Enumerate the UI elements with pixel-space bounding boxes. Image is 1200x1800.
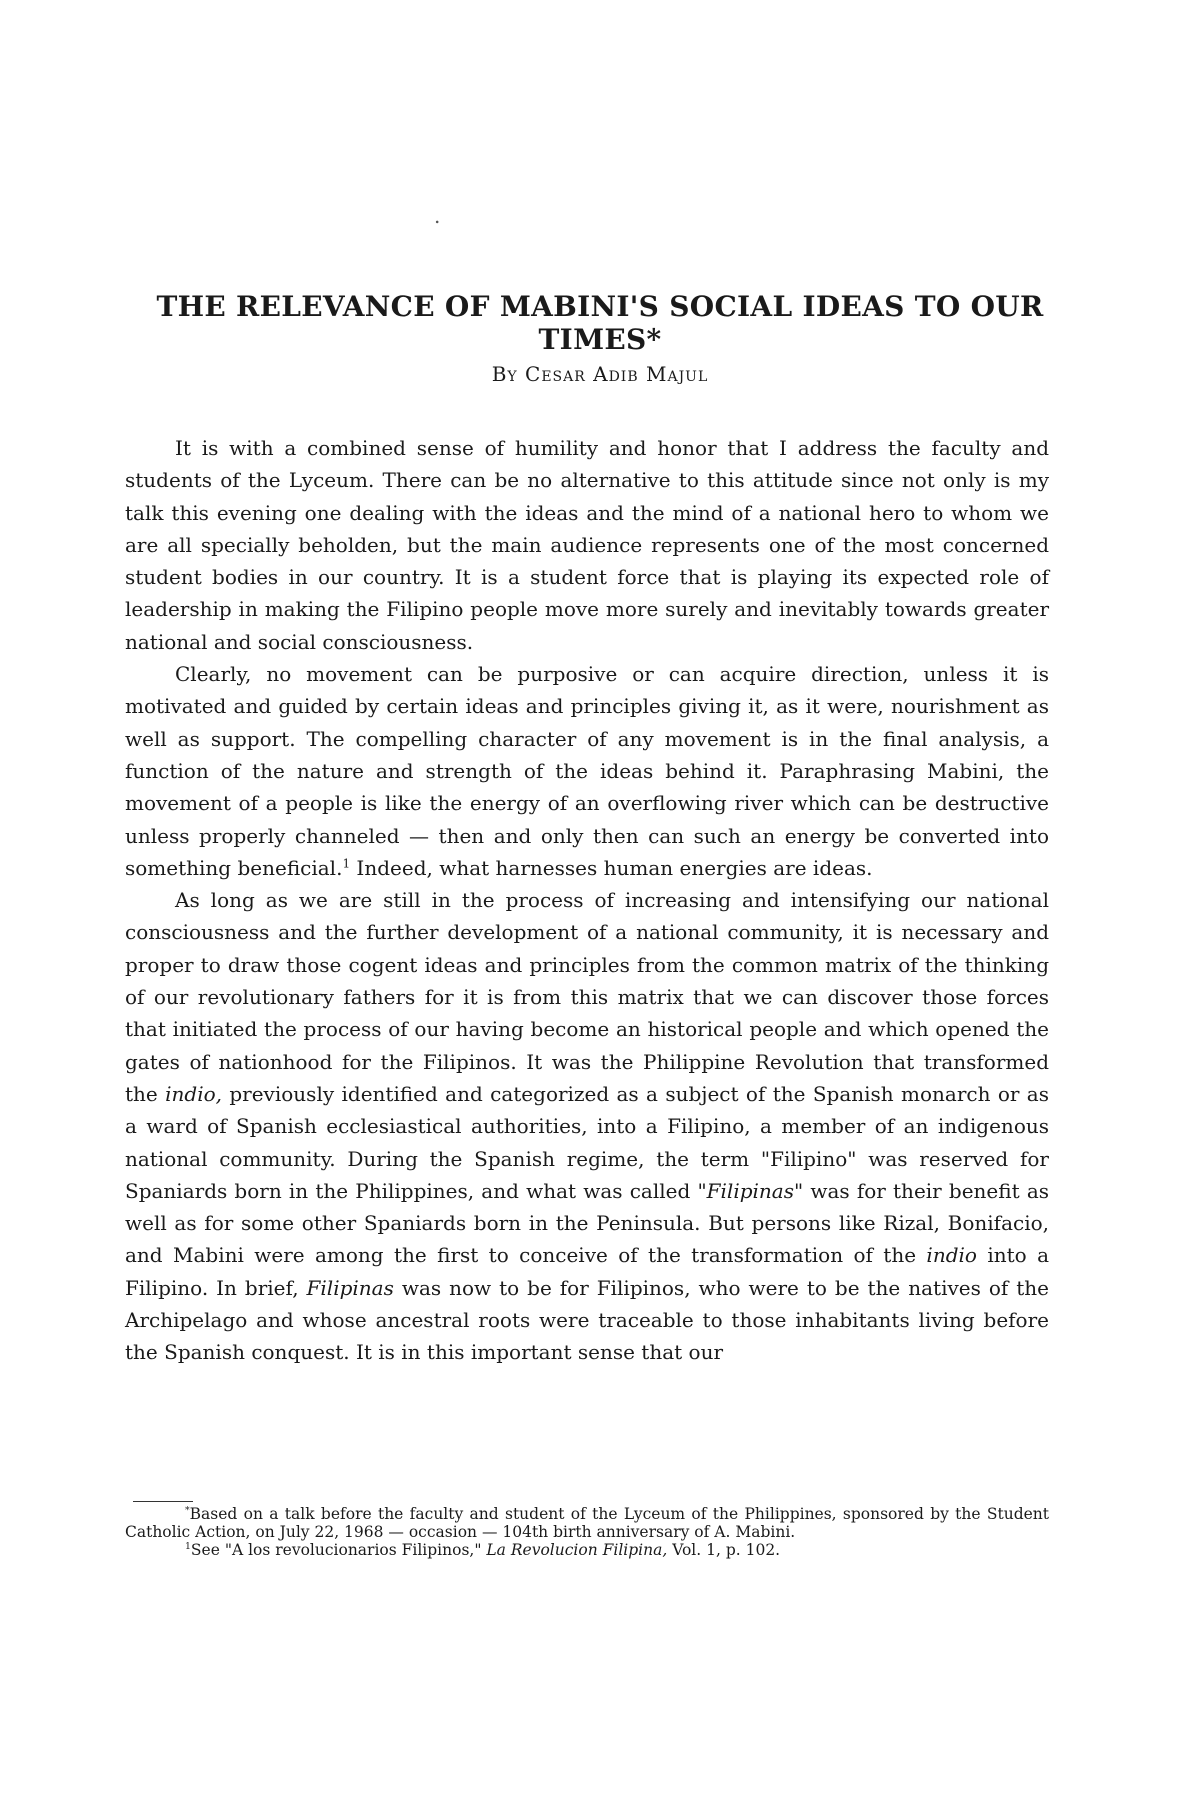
footnote-star-marker: * bbox=[185, 1504, 190, 1516]
footnote-star-text: Based on a talk before the faculty and student of the Lyceum of the Philippines, sponsored by the Student Catholic Action, on July 22, 1968 — occasion — 104th birth anniversary of A. Mabini. bbox=[125, 1505, 1049, 1541]
footnotes bbox=[125, 1505, 1049, 1559]
paragraph-3-emphasis-1: indio, bbox=[165, 1081, 222, 1106]
footnote-1-source-title: La Revolucion Filipina, bbox=[486, 1541, 668, 1559]
footnote-star bbox=[125, 1505, 1049, 1541]
footnote-ref-1: 1 bbox=[342, 856, 351, 871]
paragraph-3-emphasis-3: indio bbox=[926, 1243, 977, 1268]
paragraph-3 bbox=[125, 884, 1049, 1368]
footnote-1-marker: 1 bbox=[185, 1540, 191, 1552]
paragraph-3-seg-4: into a Filipino. In brief, bbox=[125, 1243, 1049, 1300]
paragraph-3-emphasis-2: "Filipinas" bbox=[697, 1178, 804, 1203]
article-body bbox=[125, 432, 1049, 1369]
paragraph-3-emphasis-4: Filipinas bbox=[306, 1275, 394, 1300]
paragraph-3-seg-3: was for their benefit as well as for some other Spaniards born in the Peninsula. But persons like Rizal, Bonifacio, and Mabini were among the first to conceive of the transformation of the bbox=[125, 1178, 1050, 1268]
paragraph-3-seg-1: As long as we are still in the process of increasing and intensifying our national consciousness and the further development of a national community, it is necessary and proper to draw those cogent ideas and principles from the common matrix of the thinking of our revolutionary fathers for it is from this matrix that we can discover those forces that initiated the process of our having become an historical people and which opened the gates of nationhood for the Filipinos. It was the Philippine Revolution that transformed the bbox=[125, 888, 1049, 1106]
paragraph-3-seg-2: previously identified and categorized as a subject of the Spanish monarch or as a ward of Spanish ecclesiastical authorities, into a Filipino, a member of an indigenous national community. During the Spanish regime, the term "Filipino" was reserved for Spaniards born in the Philippines, and what was called bbox=[125, 1081, 1049, 1203]
scan-speck: . bbox=[434, 204, 441, 228]
paragraph-2-text-b: Indeed, what harnesses human energies are ideas. bbox=[350, 855, 873, 880]
footnote-divider bbox=[133, 1501, 193, 1502]
paragraph-3-seg-5: was now to be for Filipinos, who were to be the natives of the Archipelago and whose ancestral roots were traceable to those inhabitants living before the Spanish conquest. It is in this important sense that our bbox=[125, 1275, 1049, 1365]
paragraph-1: It is with a combined sense of humility and honor that I address the faculty and students of the Lyceum. There can be no alternative to this attitude since not only is my talk this evening one dealing with the ideas and the mind of a national hero to whom we are all specially beholden, but the main audience represents one of the most concerned student bodies in our country. It is a student force that is playing its expected role of leadership in making the Filipino people move more surely and inevitably towards greater national and social consciousness. bbox=[125, 436, 1049, 654]
footnote-1-text-b: Vol. 1, p. 102. bbox=[667, 1541, 781, 1559]
article-title: THE RELEVANCE OF MABINI'S SOCIAL IDEAS TO OUR TIMES* bbox=[156, 290, 1044, 356]
paragraph-2 bbox=[125, 658, 1049, 884]
article-byline: By Cesar Adib Majul bbox=[491, 362, 709, 386]
footnote-1 bbox=[125, 1541, 1049, 1559]
paragraph-2-text-a: Clearly, no movement can be purposive or can acquire direction, unless it is motivated and guided by certain ideas and principles giving it, as it were, nourishment as well as support. The compelling character of any movement is in the final analysis, a function of the nature and strength of the ideas behind it. Paraphrasing Mabini, the movement of a people is like the energy of an overflowing river which can be destructive unless properly channeled — then and only then can such an energy be converted into something beneficial. bbox=[125, 662, 1049, 880]
footnote-1-text-a: See "A los revolucionarios Filipinos," bbox=[190, 1541, 487, 1559]
